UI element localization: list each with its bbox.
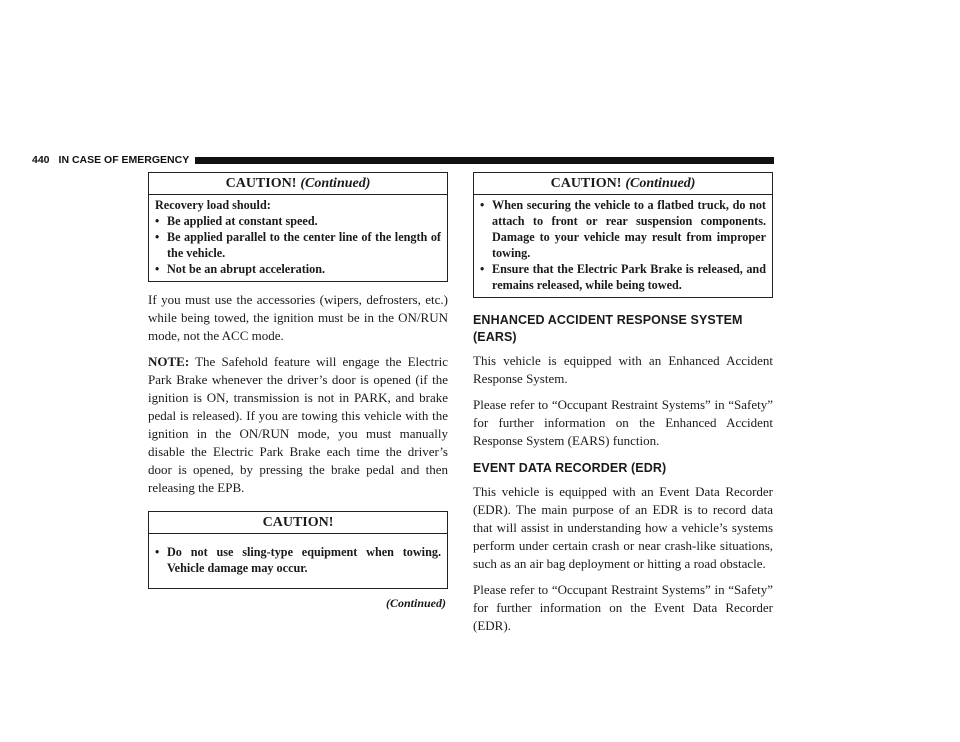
edr-paragraph: Please refer to “Occupant Restraint Systems” in “Safety” for further information on the Event Data Recorder (EDR). <box>473 582 773 633</box>
caution-bullet-list <box>155 213 441 277</box>
right-column <box>473 172 773 635</box>
note-text: The Safehold feature will engage the Electric Park Brake whenever the driver’s door is opened (if the ignition is ON, transmission is not in PARK, and brake pedal is released). If you are towing this vehicle with the ignition in the ON/RUN mode, you must manually disable the Electric Park Brake each time the driver’s door is opened, by pressing the brake pedal and then releasing the EPB. <box>148 354 448 495</box>
caution-bullet-list <box>480 197 766 293</box>
page-number: 440 <box>32 154 50 166</box>
caution-body <box>149 195 447 281</box>
ears-paragraph: Please refer to “Occupant Restraint Systems” in “Safety” for further information on the Enhanced Accident Response System (EARS) function. <box>473 397 773 448</box>
caution-body <box>474 195 772 297</box>
caution-bullet: • Not be an abrupt acceleration. <box>155 261 441 277</box>
caution-box-sling <box>148 511 448 589</box>
caution-bullet: • Be applied parallel to the center line of the length of the vehicle. <box>155 229 441 261</box>
caution-title: CAUTION! (Continued) <box>474 173 772 195</box>
edr-paragraph: This vehicle is equipped with an Event Data Recorder (EDR). The main purpose of an EDR is to record data that will assist in understanding how a vehicle’s systems perform under certain crash or near crash-like situations, such as an air bag deployment or hitting a road obstacle. <box>473 484 773 571</box>
caution-bullet: • When securing the vehicle to a flatbed truck, do not attach to front or rear suspension components. Damage to your vehicle may result from improper towing. <box>480 197 766 261</box>
caution-box-continued <box>473 172 773 298</box>
header-rule <box>195 157 774 164</box>
caution-title: CAUTION! (Continued) <box>149 173 447 195</box>
caution-bullet: • Ensure that the Electric Park Brake is released, and remains released, while being towed. <box>480 261 766 293</box>
section-title: IN CASE OF EMERGENCY <box>58 154 190 166</box>
caution-continued-label: (Continued) <box>625 176 696 191</box>
note-label: NOTE: <box>148 354 190 369</box>
ears-paragraph: This vehicle is equipped with an Enhanced Accident Response System. <box>473 353 773 386</box>
ears-heading: ENHANCED ACCIDENT RESPONSE SYSTEM (EARS) <box>473 313 743 344</box>
caution-bullet-list <box>155 544 441 576</box>
continued-footer: (Continued) <box>385 596 446 610</box>
caution-bullet: • Do not use sling-type equipment when towing. Vehicle damage may occur. <box>155 544 441 576</box>
caution-continued-label: (Continued) <box>300 176 371 191</box>
caution-box-continued <box>148 172 448 282</box>
accessories-paragraph: If you must use the accessories (wipers, defrosters, etc.) while being towed, the ignition must be in the ON/RUN mode, not the ACC mode. <box>148 292 448 343</box>
edr-heading: EVENT DATA RECORDER (EDR) <box>473 461 667 475</box>
page-header <box>32 154 774 166</box>
caution-body <box>149 534 447 588</box>
caution-bullet: • Be applied at constant speed. <box>155 213 441 229</box>
note-paragraph <box>148 353 448 497</box>
left-column <box>148 172 448 611</box>
caution-lead: Recovery load should: <box>155 198 271 212</box>
caution-title: CAUTION! <box>149 512 447 534</box>
